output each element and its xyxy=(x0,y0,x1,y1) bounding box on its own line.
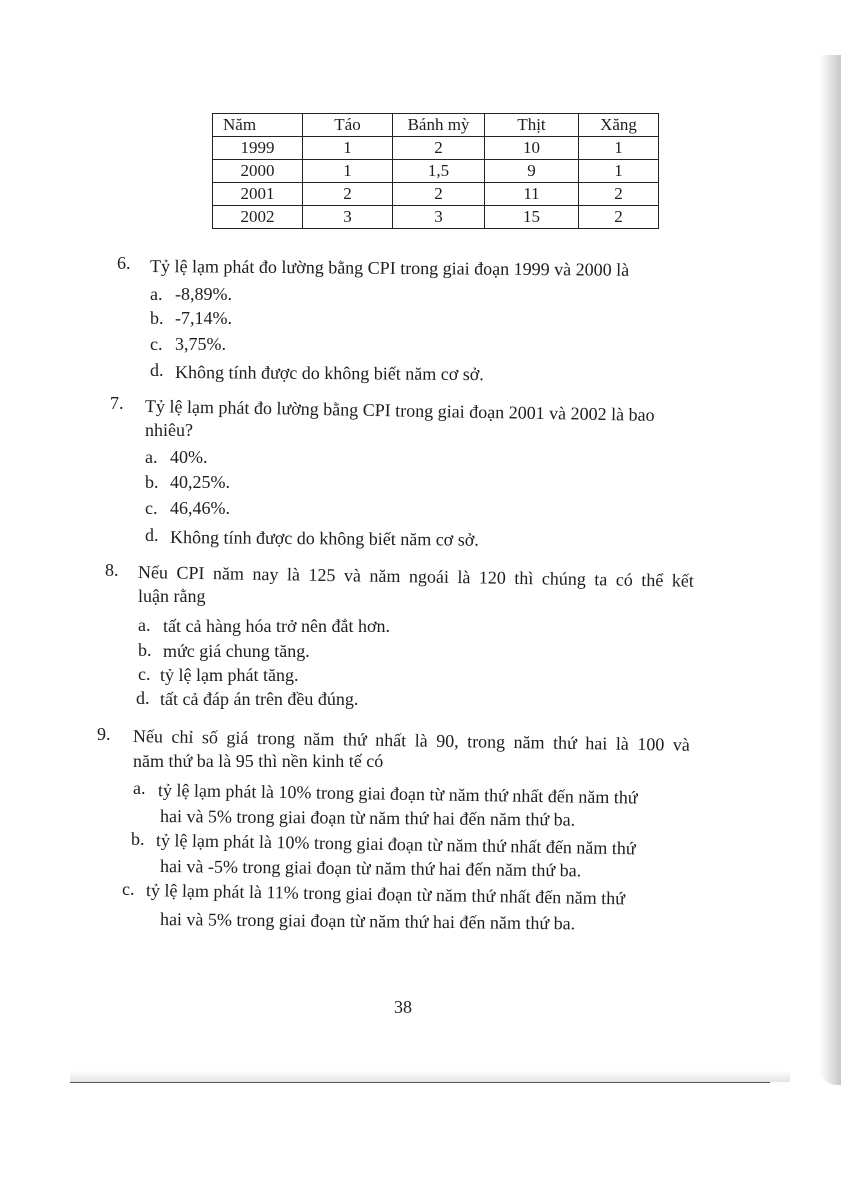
table-cell: 2 xyxy=(579,183,659,206)
page-bottom-shadow xyxy=(70,1070,790,1082)
table-cell: 2002 xyxy=(213,206,303,229)
question-8-text-cont: luận rằng xyxy=(138,586,206,606)
table-row xyxy=(213,137,659,160)
option-label: a. xyxy=(138,615,151,635)
question-6-text: Tỷ lệ lạm phát đo lường bằng CPI trong giai đoạn 1999 và 2000 là xyxy=(149,256,630,280)
option-label: d. xyxy=(150,360,164,380)
option-label: b. xyxy=(131,829,145,849)
option-label: a. xyxy=(133,778,146,798)
question-7-option-d: Không tính được do không biết năm cơ sở. xyxy=(169,527,479,550)
option-label: c. xyxy=(145,498,158,518)
option-label: d. xyxy=(145,525,159,545)
question-7-option-c: 46,46%. xyxy=(170,498,230,518)
option-label: b. xyxy=(138,640,152,660)
price-table xyxy=(212,113,659,229)
question-6-option-d: Không tính được do không biết năm cơ sở. xyxy=(174,362,484,385)
option-label: b. xyxy=(145,472,159,492)
question-6-option-b: -7,14%. xyxy=(175,308,232,328)
question-8-option-a: tất cả hàng hóa trở nên đắt hơn. xyxy=(163,616,390,636)
page-edge-shadow xyxy=(819,55,841,1085)
page-number: 38 xyxy=(394,997,412,1017)
option-label: a. xyxy=(150,284,163,304)
question-9-option-a-cont: hai và 5% trong giai đoạn từ năm thứ hai đến năm thứ ba. xyxy=(159,806,576,830)
table-cell: 9 xyxy=(485,160,579,183)
question-8-option-c: tỷ lệ lạm phát tăng. xyxy=(160,665,299,685)
option-label: a. xyxy=(145,447,158,467)
question-9-text-cont: năm thứ ba là 95 thì nền kinh tế có xyxy=(133,751,384,771)
table-row xyxy=(213,183,659,206)
table-row xyxy=(213,160,659,183)
option-label: d. xyxy=(136,688,150,708)
question-6-number: 6. xyxy=(117,253,131,273)
header-cell-year: Năm xyxy=(213,114,303,137)
question-9-option-a: tỷ lệ lạm phát là 10% trong giai đoạn từ năm thứ nhất đến năm thứ xyxy=(157,780,638,808)
question-9-option-b-cont: hai và -5% trong giai đoạn từ năm thứ hai đến năm thứ ba. xyxy=(159,856,582,881)
table-cell: 3 xyxy=(303,206,393,229)
table-cell: 11 xyxy=(485,183,579,206)
question-6-option-a: -8,89%. xyxy=(175,284,232,304)
table-cell: 1,5 xyxy=(393,160,485,183)
question-7-text-cont: nhiêu? xyxy=(145,420,193,440)
question-9-option-b: tỷ lệ lạm phát là 10% trong giai đoạn từ năm thứ nhất đến năm thứ xyxy=(155,830,636,859)
table-header-row xyxy=(213,114,659,137)
question-7-option-a: 40%. xyxy=(170,447,208,467)
question-8-text: Nếu CPI năm nay là 125 và năm ngoái là 120 thì chúng ta có thể kết xyxy=(137,562,694,591)
question-8-option-b: mức giá chung tăng. xyxy=(163,641,310,661)
table-cell: 2 xyxy=(579,206,659,229)
option-label: b. xyxy=(150,308,164,328)
option-label: c. xyxy=(138,664,151,684)
table-cell: 10 xyxy=(485,137,579,160)
question-8-option-d: tất cả đáp án trên đều đúng. xyxy=(160,689,359,709)
question-9-option-c-cont: hai và 5% trong giai đoạn từ năm thứ hai đến năm thứ ba. xyxy=(159,909,576,934)
page-bottom-edge xyxy=(70,1082,770,1083)
question-8-number: 8. xyxy=(105,560,119,580)
header-cell-meat: Thịt xyxy=(485,114,579,137)
table-cell: 1999 xyxy=(213,137,303,160)
question-7-text: Tỷ lệ lạm phát đo lường bằng CPI trong giai đoạn 2001 và 2002 là bao xyxy=(144,396,655,425)
table-cell: 1 xyxy=(303,160,393,183)
table-cell: 2000 xyxy=(213,160,303,183)
question-9-text: Nếu chỉ số giá trong năm thứ nhất là 90, trong năm thứ hai là 100 và xyxy=(132,726,691,755)
table-cell: 1 xyxy=(303,137,393,160)
question-9-option-c: tỷ lệ lạm phát là 11% trong giai đoạn từ năm thứ nhất đến năm thứ xyxy=(145,880,626,909)
option-label: c. xyxy=(122,879,135,899)
option-label: c. xyxy=(150,334,163,354)
table-cell: 2 xyxy=(393,137,485,160)
table-cell: 2001 xyxy=(213,183,303,206)
table-row xyxy=(213,206,659,229)
question-6-option-c: 3,75%. xyxy=(175,334,226,354)
table-cell: 1 xyxy=(579,137,659,160)
table-cell: 1 xyxy=(579,160,659,183)
header-cell-gas: Xăng xyxy=(579,114,659,137)
table-cell: 2 xyxy=(303,183,393,206)
table-cell: 2 xyxy=(393,183,485,206)
table-cell: 15 xyxy=(485,206,579,229)
table-cell: 3 xyxy=(393,206,485,229)
question-7-option-b: 40,25%. xyxy=(170,472,230,492)
header-cell-apple: Táo xyxy=(303,114,393,137)
question-7-number: 7. xyxy=(110,393,124,413)
header-cell-bread: Bánh mỳ xyxy=(393,114,485,137)
question-9-number: 9. xyxy=(97,724,111,744)
